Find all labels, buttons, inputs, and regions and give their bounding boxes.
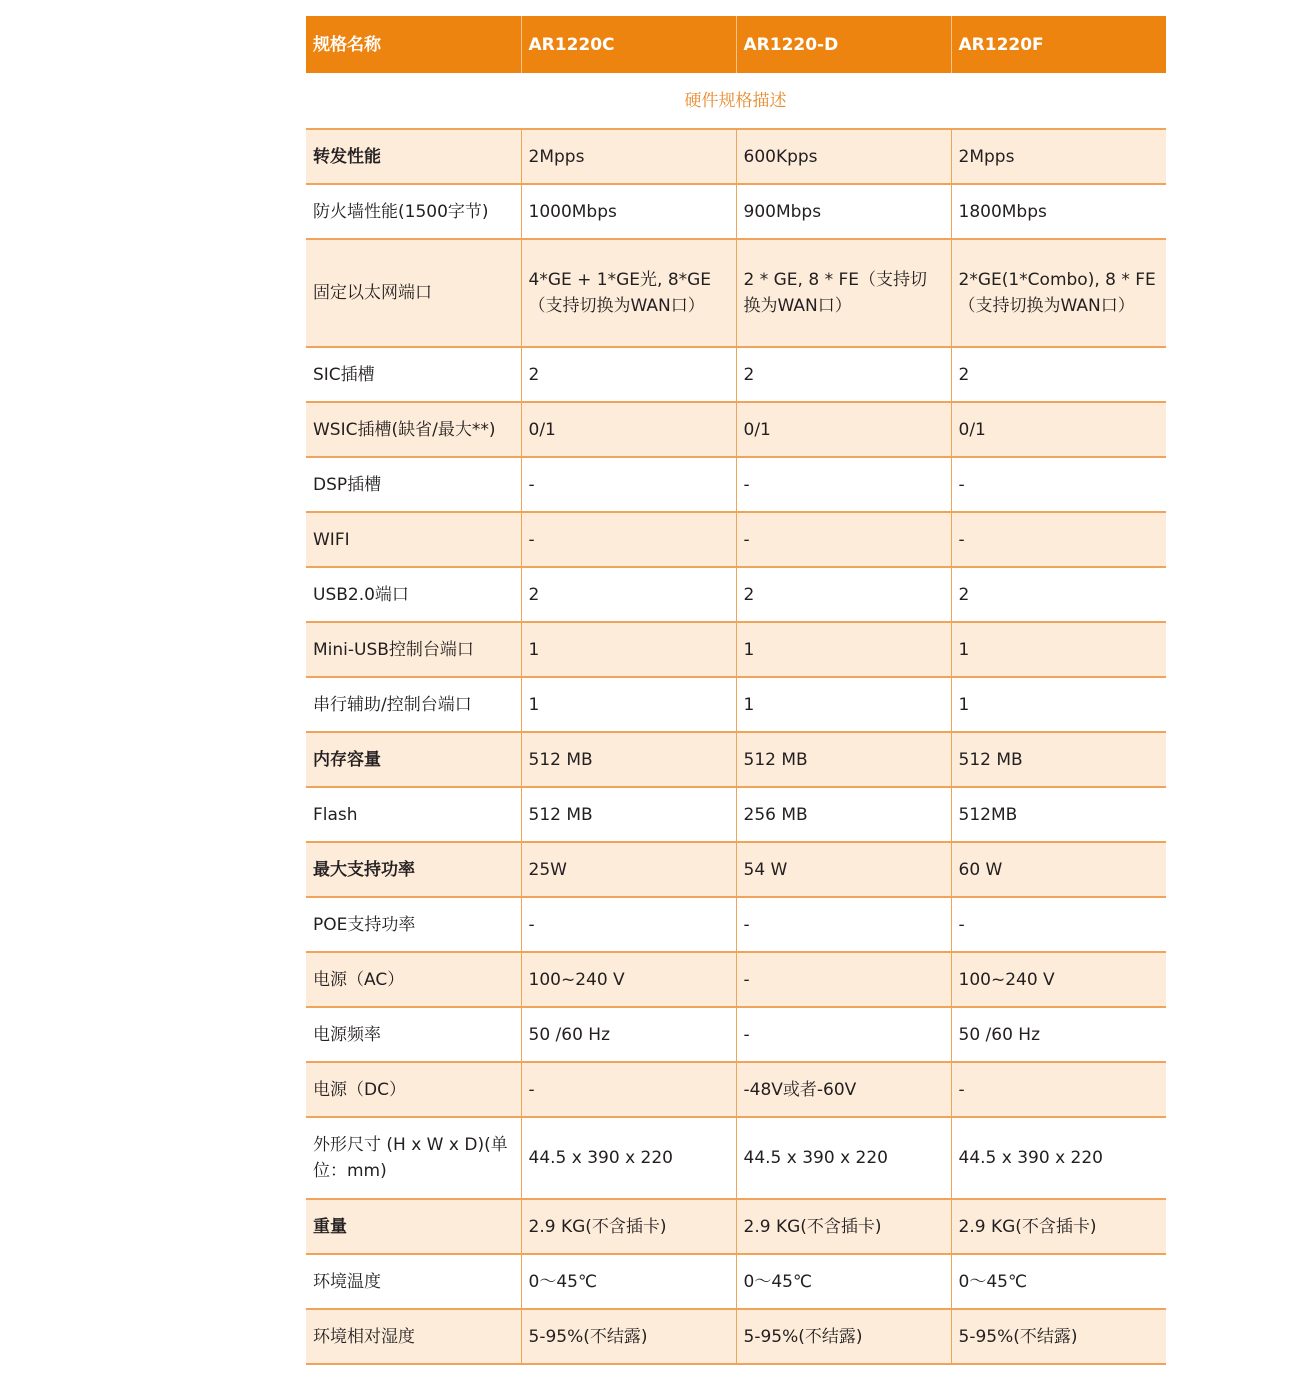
header-model-ar1220-d: AR1220-D xyxy=(736,16,951,73)
table-row xyxy=(306,1254,1166,1309)
table-row xyxy=(306,184,1166,239)
value-ar1220f: 2*GE(1*Combo), 8 * FE（支持切换为WAN口） xyxy=(951,239,1166,347)
table-row xyxy=(306,567,1166,622)
spec-label: SIC插槽 xyxy=(306,347,521,402)
value-ar1220f: 512 MB xyxy=(951,732,1166,787)
value-ar1220-d: 5-95%(不结露) xyxy=(736,1309,951,1364)
value-ar1220f: 5-95%(不结露) xyxy=(951,1309,1166,1364)
value-ar1220f: - xyxy=(951,1062,1166,1117)
table-row xyxy=(306,1007,1166,1062)
value-ar1220c: - xyxy=(521,1062,736,1117)
value-ar1220c: - xyxy=(521,457,736,512)
value-ar1220-d: - xyxy=(736,897,951,952)
header-model-ar1220f: AR1220F xyxy=(951,16,1166,73)
value-ar1220-d: 1 xyxy=(736,677,951,732)
spec-label: 环境相对湿度 xyxy=(306,1309,521,1364)
spec-label: 转发性能 xyxy=(306,129,521,184)
table-row xyxy=(306,1062,1166,1117)
spec-label: 环境温度 xyxy=(306,1254,521,1309)
value-ar1220-d: 2 * GE, 8 * FE（支持切换为WAN口） xyxy=(736,239,951,347)
value-ar1220-d: 2.9 KG(不含插卡) xyxy=(736,1199,951,1254)
table-row xyxy=(306,897,1166,952)
section-title: 硬件规格描述 xyxy=(306,73,1166,129)
value-ar1220c: 25W xyxy=(521,842,736,897)
value-ar1220c: 2 xyxy=(521,567,736,622)
value-ar1220f: 0～45℃ xyxy=(951,1254,1166,1309)
spec-label: WIFI xyxy=(306,512,521,567)
spec-label: 内存容量 xyxy=(306,732,521,787)
value-ar1220c: - xyxy=(521,512,736,567)
table-row xyxy=(306,457,1166,512)
spec-label: WSIC插槽(缺省/最大**) xyxy=(306,402,521,457)
value-ar1220c: 100~240 V xyxy=(521,952,736,1007)
spec-label: Mini-USB控制台端口 xyxy=(306,622,521,677)
spec-label: 电源（AC） xyxy=(306,952,521,1007)
value-ar1220-d: 600Kpps xyxy=(736,129,951,184)
value-ar1220f: 512MB xyxy=(951,787,1166,842)
value-ar1220-d: 900Mbps xyxy=(736,184,951,239)
value-ar1220c: 0～45℃ xyxy=(521,1254,736,1309)
table-row xyxy=(306,952,1166,1007)
spec-label: USB2.0端口 xyxy=(306,567,521,622)
header-row xyxy=(306,16,1166,73)
value-ar1220-d: - xyxy=(736,952,951,1007)
value-ar1220c: 0/1 xyxy=(521,402,736,457)
value-ar1220-d: - xyxy=(736,1007,951,1062)
value-ar1220f: 1800Mbps xyxy=(951,184,1166,239)
value-ar1220-d: 0～45℃ xyxy=(736,1254,951,1309)
spec-label: 重量 xyxy=(306,1199,521,1254)
value-ar1220-d: 2 xyxy=(736,347,951,402)
value-ar1220f: 1 xyxy=(951,622,1166,677)
table-header xyxy=(306,16,1166,73)
value-ar1220-d: 0/1 xyxy=(736,402,951,457)
value-ar1220c: 5-95%(不结露) xyxy=(521,1309,736,1364)
value-ar1220c: 2Mpps xyxy=(521,129,736,184)
spec-label: 电源（DC） xyxy=(306,1062,521,1117)
value-ar1220c: 4*GE + 1*GE光, 8*GE（支持切换为WAN口） xyxy=(521,239,736,347)
spec-label: 外形尺寸 (H x W x D)(单位：mm) xyxy=(306,1117,521,1199)
table-row xyxy=(306,622,1166,677)
value-ar1220-d: -48V或者-60V xyxy=(736,1062,951,1117)
table-row xyxy=(306,1199,1166,1254)
value-ar1220-d: - xyxy=(736,457,951,512)
table-row xyxy=(306,347,1166,402)
spec-label: 电源频率 xyxy=(306,1007,521,1062)
value-ar1220c: 50 /60 Hz xyxy=(521,1007,736,1062)
value-ar1220c: 512 MB xyxy=(521,787,736,842)
spec-label: POE支持功率 xyxy=(306,897,521,952)
value-ar1220c: 44.5 x 390 x 220 xyxy=(521,1117,736,1199)
value-ar1220f: 2.9 KG(不含插卡) xyxy=(951,1199,1166,1254)
value-ar1220f: 50 /60 Hz xyxy=(951,1007,1166,1062)
value-ar1220c: 1000Mbps xyxy=(521,184,736,239)
spec-label: Flash xyxy=(306,787,521,842)
value-ar1220f: 2 xyxy=(951,567,1166,622)
value-ar1220-d: 2 xyxy=(736,567,951,622)
value-ar1220f: 1 xyxy=(951,677,1166,732)
table-row xyxy=(306,129,1166,184)
value-ar1220c: 1 xyxy=(521,622,736,677)
table-row xyxy=(306,1117,1166,1199)
header-spec-name: 规格名称 xyxy=(306,16,521,73)
table-row xyxy=(306,1309,1166,1364)
value-ar1220f: - xyxy=(951,512,1166,567)
value-ar1220-d: - xyxy=(736,512,951,567)
value-ar1220c: 2 xyxy=(521,347,736,402)
value-ar1220f: 44.5 x 390 x 220 xyxy=(951,1117,1166,1199)
table-row xyxy=(306,842,1166,897)
table-row xyxy=(306,402,1166,457)
spec-label: 最大支持功率 xyxy=(306,842,521,897)
table-row xyxy=(306,512,1166,567)
value-ar1220c: 512 MB xyxy=(521,732,736,787)
value-ar1220f: 2Mpps xyxy=(951,129,1166,184)
table-row xyxy=(306,677,1166,732)
value-ar1220-d: 44.5 x 390 x 220 xyxy=(736,1117,951,1199)
value-ar1220c: - xyxy=(521,897,736,952)
table-row xyxy=(306,239,1166,347)
table-body xyxy=(306,73,1166,1364)
value-ar1220f: - xyxy=(951,457,1166,512)
value-ar1220c: 2.9 KG(不含插卡) xyxy=(521,1199,736,1254)
value-ar1220f: - xyxy=(951,897,1166,952)
table-row xyxy=(306,787,1166,842)
spec-label: 防火墙性能(1500字节) xyxy=(306,184,521,239)
value-ar1220-d: 54 W xyxy=(736,842,951,897)
value-ar1220f: 60 W xyxy=(951,842,1166,897)
value-ar1220f: 100~240 V xyxy=(951,952,1166,1007)
header-model-ar1220c: AR1220C xyxy=(521,16,736,73)
section-row xyxy=(306,73,1166,129)
value-ar1220f: 2 xyxy=(951,347,1166,402)
value-ar1220f: 0/1 xyxy=(951,402,1166,457)
spec-label: 串行辅助/控制台端口 xyxy=(306,677,521,732)
spec-table xyxy=(306,16,1166,1365)
spec-label: DSP插槽 xyxy=(306,457,521,512)
value-ar1220-d: 512 MB xyxy=(736,732,951,787)
value-ar1220-d: 1 xyxy=(736,622,951,677)
spec-label: 固定以太网端口 xyxy=(306,239,521,347)
value-ar1220c: 1 xyxy=(521,677,736,732)
value-ar1220-d: 256 MB xyxy=(736,787,951,842)
table-row xyxy=(306,732,1166,787)
